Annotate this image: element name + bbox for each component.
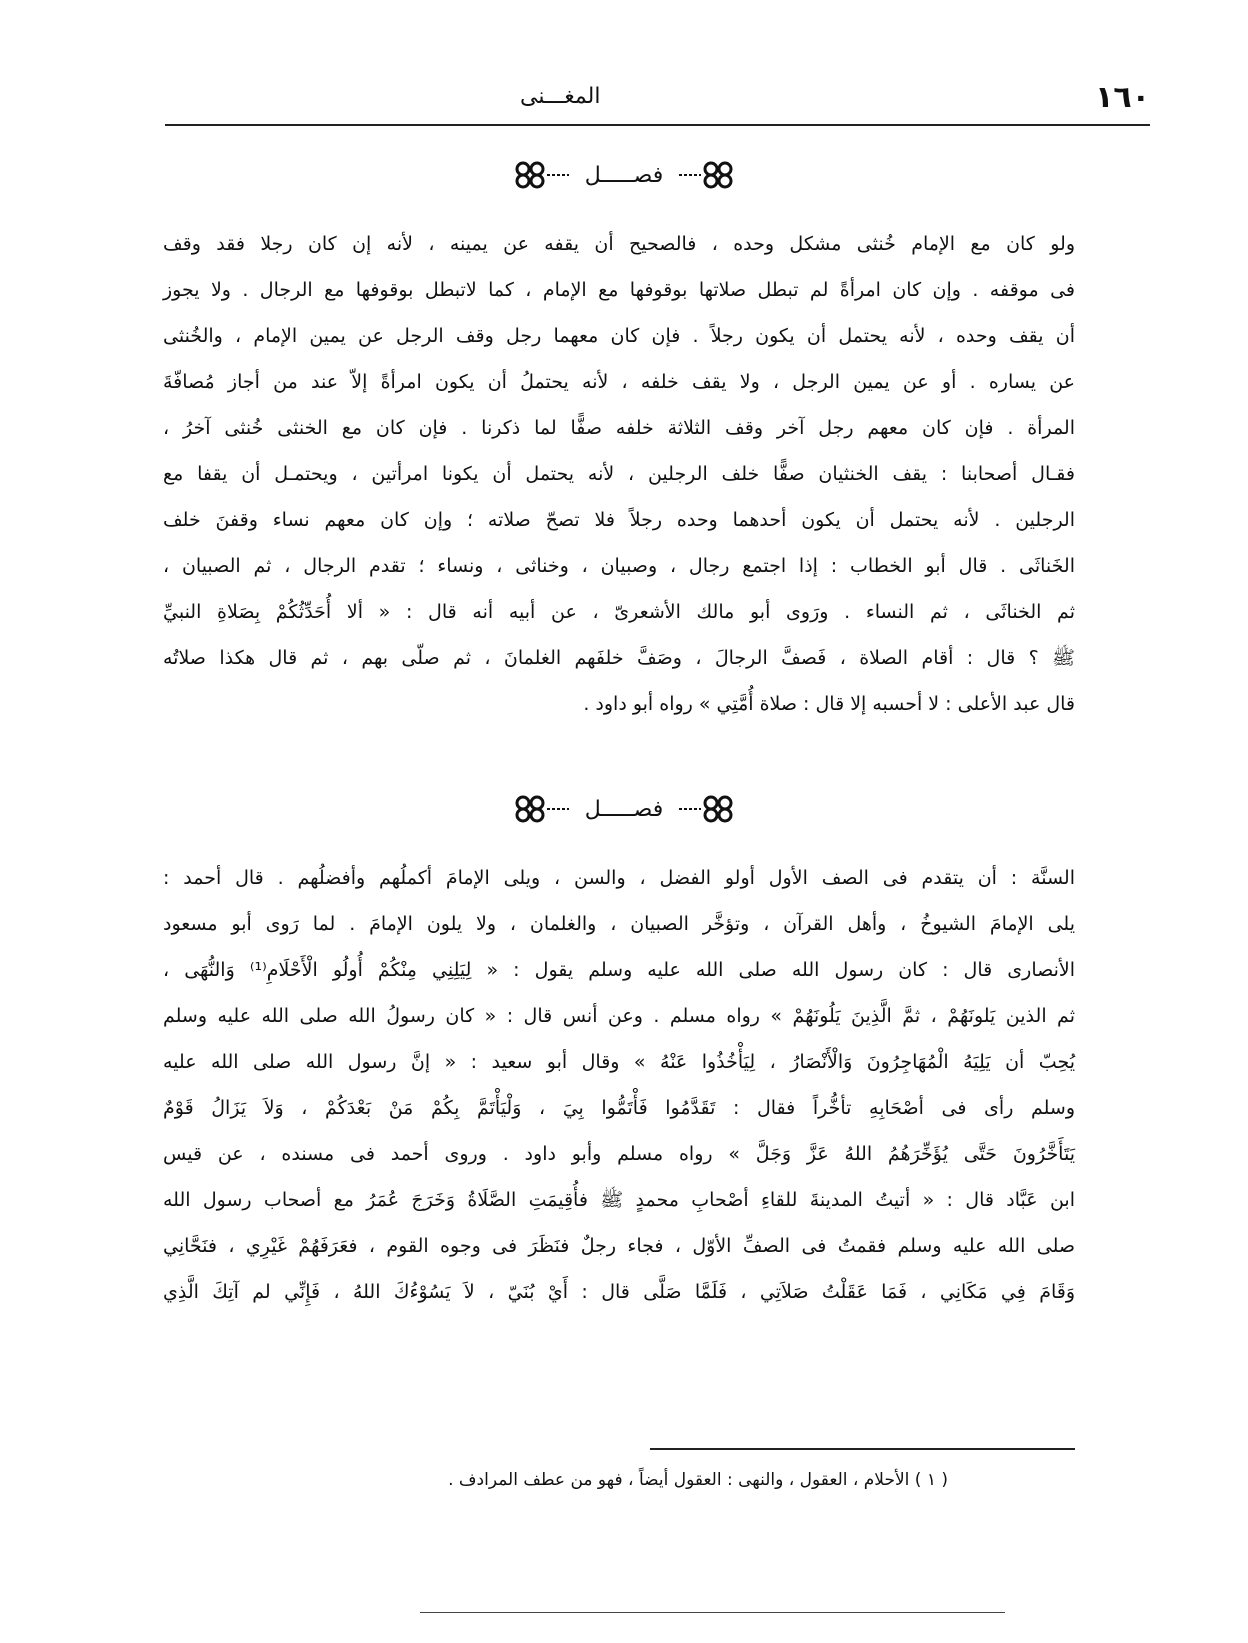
section-heading xyxy=(0,160,1248,190)
section-heading-text: فصـــــل xyxy=(584,796,664,822)
text-line: يُحِبّ أن يَلِيَهُ الْمُهَاجِرُونَ وَالْأَنْصَارُ ، لِيَأْخُذُوا عَنْهُ » وقال أبو سعيد : « إنَّ رسول الله صلى الله عليه xyxy=(163,1051,1075,1073)
text-line: ثم الخناثَى ، ثم النساء . ورَوى أبو مالك الأشعرىّ ، عن أبيه أنه قال : « ألا أُحَدِّثُكُمْ بِصَلاةِ النبيِّ xyxy=(163,601,1075,623)
text-line: وسلم رأى فى أصْحَابِهِ تأخُّراً فقال : تَقَدَّمُوا فَأْتَمُّوا بِيَ ، وَلْيَأْتَمَّ بِكُمْ مَنْ بَعْدَكُمْ ، وَلاَ يَزَالُ قَوْمٌ xyxy=(163,1097,1075,1119)
section-heading-text: فصـــــل xyxy=(584,162,664,188)
footnote-rule xyxy=(650,1448,1075,1450)
text-line: وَقَامَ فِي مَكَانِي ، فَمَا عَقَلْتُ صَلاَتِي ، فَلَمَّا صَلَّى قال : أَيْ بُنَيّ ، لاَ يَسُوْءُكَ اللهُ ، فَإِنِّي لم آتِكَ الَّذِي xyxy=(163,1281,1075,1303)
text-line: ﷺ ؟ قال : أقام الصلاة ، فَصفَّ الرجالَ ، وصَفَّ خلفَهم الغلمانَ ، ثم صلّى بهم ، ثم قال هكذا صلاتُه xyxy=(163,647,1075,669)
text-line: أن يقف وحده ، لأنه يحتمل أن يكون رجلاً . فإن كان معهما رجل وقف الرجل عن يمين الإمام ، والخُنثى xyxy=(163,325,1075,347)
text-line: الرجلين . لأنه يحتمل أن يكون أحدهما وحده رجلاً فلا تصحّ صلاته ؛ وإن كان معهم نساء وقفنَ خلف xyxy=(163,509,1075,531)
ornament-icon xyxy=(677,794,737,824)
text-line: يلى الإمامَ الشيوخُ ، وأهل القرآن ، وتؤخَّر الصبيان ، والغلمان ، ولا يلون الإمامَ . لما رَوى أبو مسعود xyxy=(163,913,1075,935)
text-line: السنَّة : أن يتقدم فى الصف الأول أولو الفضل ، والسن ، ويلى الإمامَ أكملُهم وأفضلُهم . قال أحمد : xyxy=(163,867,1075,889)
text-line: عن يساره . أو عن يمين الرجل ، ولا يقف خلفه ، لأنه يحتملُ أن يكون امرأةً إلاّ عند من أجاز مُصافّةَ xyxy=(163,371,1075,393)
text-line: الأنصارى قال : كان رسول الله صلى الله عليه وسلم يقول : « لِيَلِنِي مِنْكُمْ أُولُو الْأَحْلَامِ⁽¹⁾ وَالنُّهَى ، xyxy=(163,959,1075,981)
ornament-icon xyxy=(511,160,571,190)
text-line: قال عبد الأعلى : لا أحسبه إلا قال : صلاة أُمَّتِي » رواه أبو داود . xyxy=(583,693,1075,715)
text-line: صلى الله عليه وسلم فقمتُ فى الصفِّ الأوّل ، فجاء رجلٌ فنَظَرَ فى وجوه القوم ، فعَرَفَهُمْ غَيْرِي ، فنَحَّانِي xyxy=(163,1235,1075,1257)
running-title: المغـــنى xyxy=(520,84,601,109)
text-line: ابن عَبَّاد قال : « أتيتُ المدينةَ للقاءِ أصْحابِ محمدٍ ﷺ فأُقِيمَتِ الصَّلَاةُ وَخَرَجَ عُمَرُ مع أصحاب رسول الله xyxy=(163,1189,1075,1211)
footnote: ( ١ ) الأحلام ، العقول ، والنهى : العقول أيضاً ، فهو من عطف المرادف . xyxy=(448,1470,948,1490)
text-line: الخَناثَى . قال أبو الخطاب : إذا اجتمع رجال ، وصبيان ، وخناثى ، ونساء ؛ تقدم الرجال ، ثم الصبيان ، xyxy=(163,555,1075,577)
ornament-icon xyxy=(677,160,737,190)
section-heading xyxy=(0,794,1248,824)
text-line: ثم الذين يَلونَهُمْ ، ثمَّ الَّذِينَ يَلُونَهُمْ » رواه مسلم . وعن أنس قال : « كان رسولُ الله صلى الله عليه وسلم xyxy=(163,1005,1075,1027)
text-line: المرأة . فإن كان معهم رجل آخر وقف الثلاثة خلفه صفًّا لما ذكرنا . فإن كان مع الخنثى خُنثى آخرُ ، xyxy=(163,417,1075,439)
text-line: ولو كان مع الإمام خُنثى مشكل وحده ، فالصحيح أن يقفه عن يمينه ، لأنه إن كان رجلا فقد وقف xyxy=(163,233,1075,255)
text-line: يَتَأَخَّرُونَ حَتَّى يُؤَخِّرَهُمُ اللهُ عَزَّ وَجَلَّ » رواه مسلم وأبو داود . وروى أحمد فى مسنده ، عن قيس xyxy=(163,1143,1075,1165)
text-line: فى موقفه . وإن كان امرأةً لم تبطل صلاتها بوقوفها مع الإمام ، كما لاتبطل بوقوفها مع الرجال . ولا يجوز xyxy=(163,279,1075,301)
bottom-rule xyxy=(420,1612,1005,1613)
ornament-icon xyxy=(511,794,571,824)
text-line: فقـال أصحابنا : يقف الخنثيان صفًّا خلف الرجلين ، لأنه يحتمل أن يكونا امرأتين ، ويحتمـل أن يقفا مع xyxy=(163,463,1075,485)
page-number: ١٦٠ xyxy=(1095,80,1150,115)
header-rule xyxy=(165,124,1150,126)
